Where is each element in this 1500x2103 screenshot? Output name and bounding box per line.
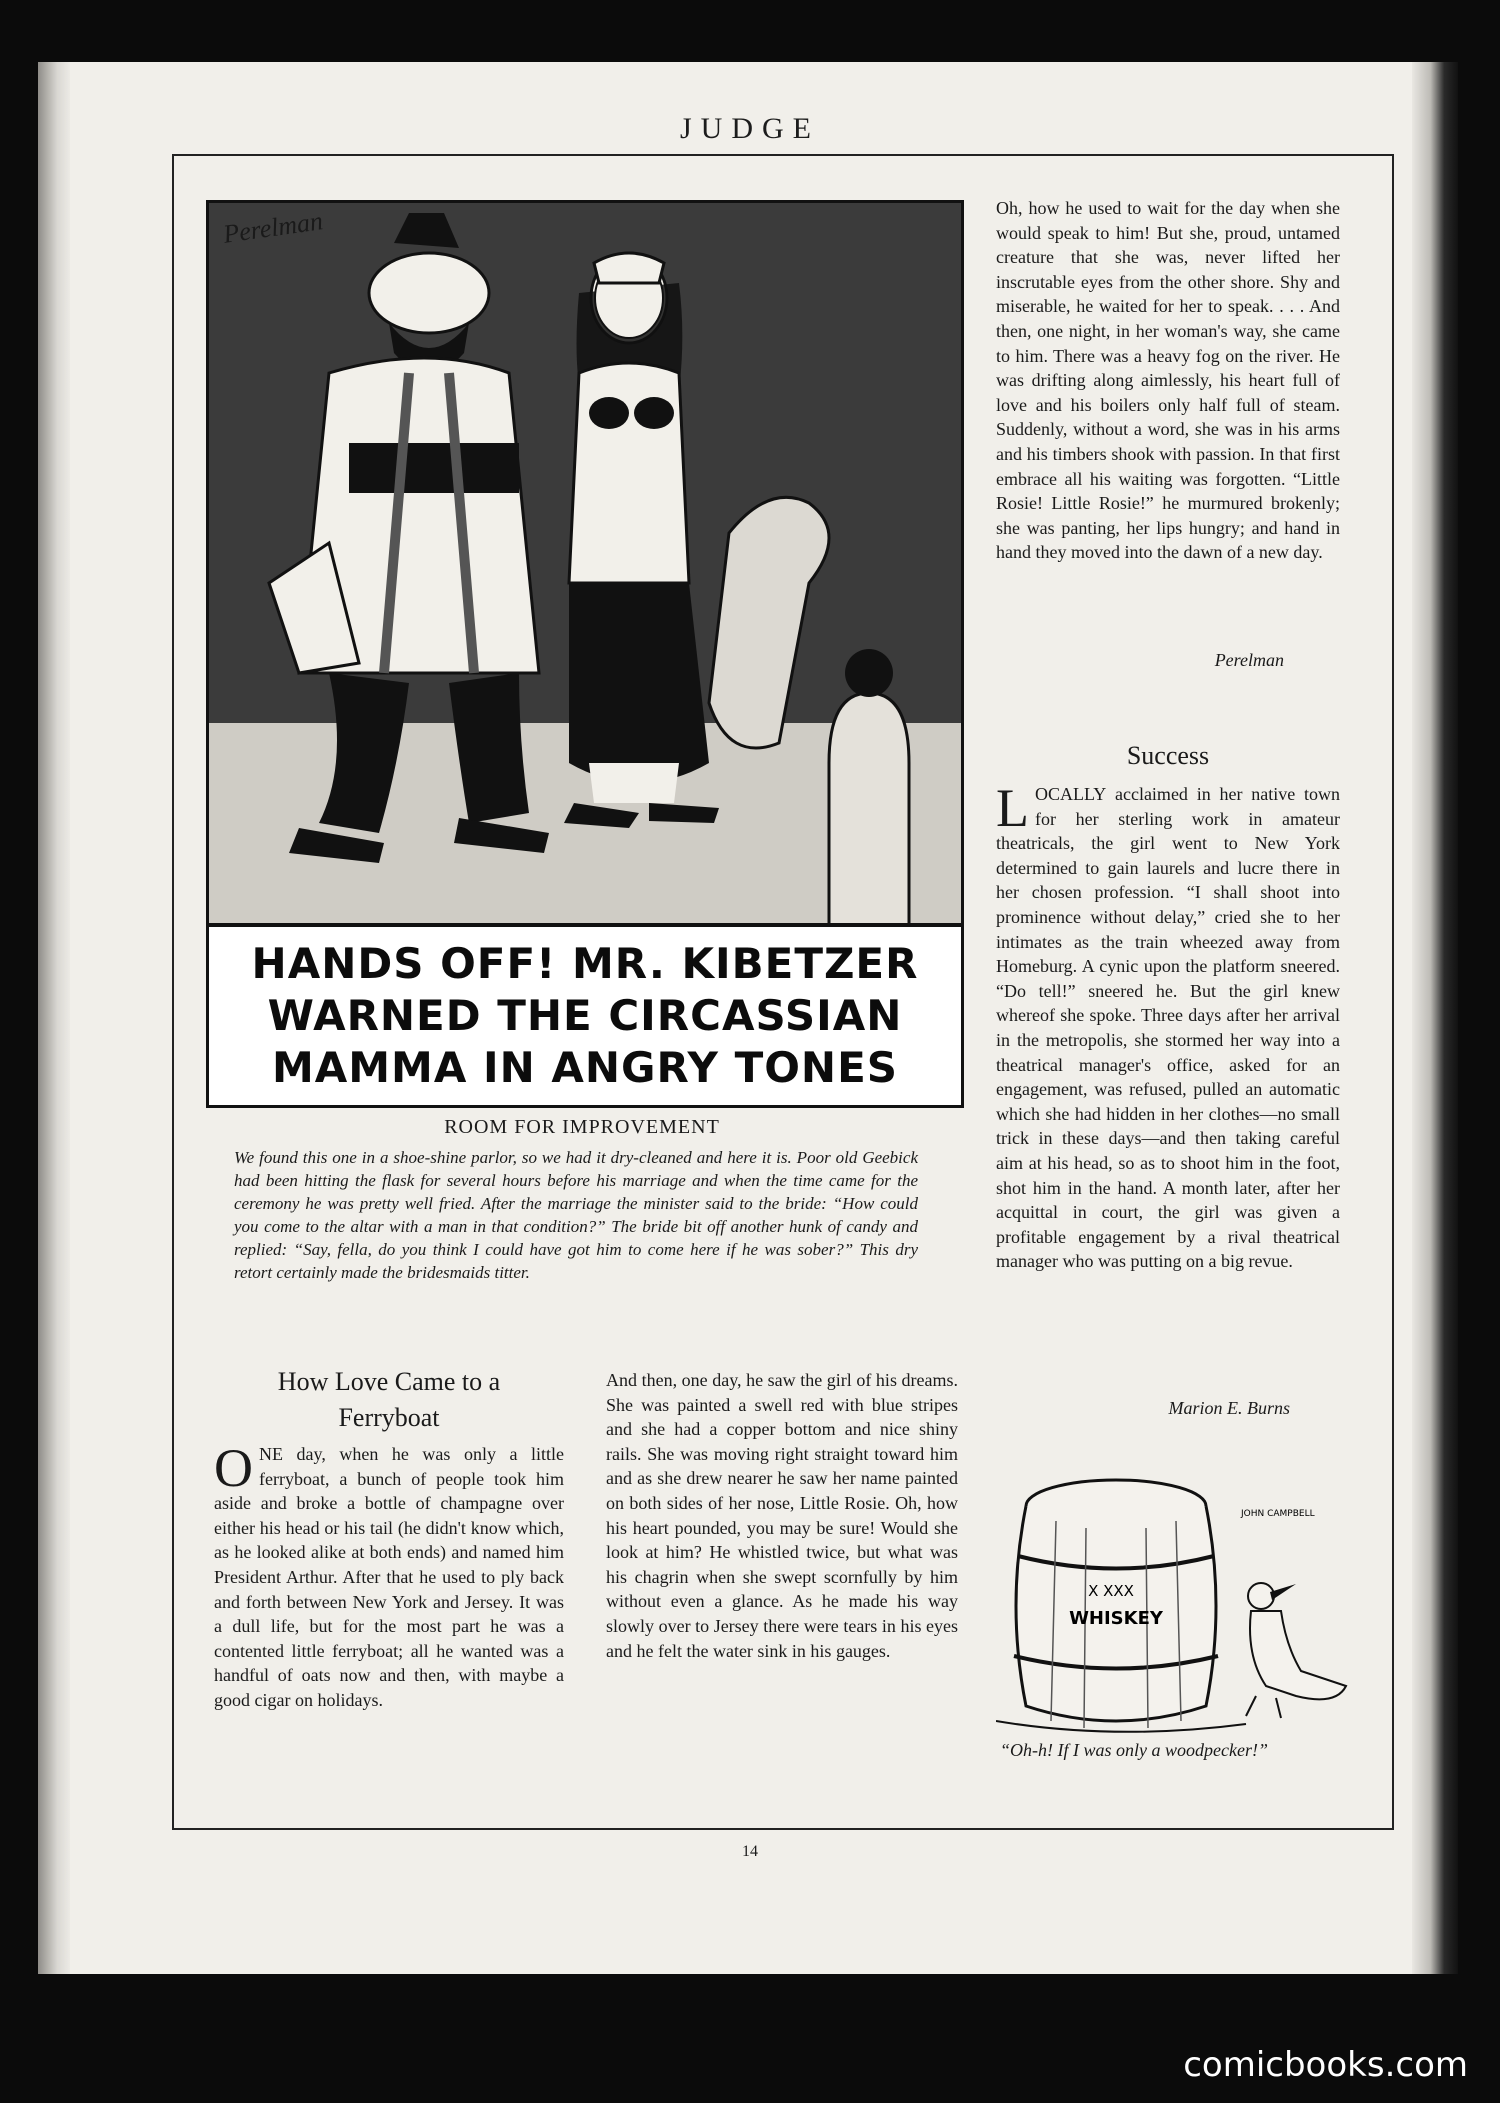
barrel-label: WHISKEY xyxy=(1069,1608,1163,1629)
cartoon-signature: Perelman xyxy=(221,206,325,249)
room-for-improvement-title: ROOM FOR IMPROVEMENT xyxy=(444,1116,720,1138)
barrel-signature: JOHN CAMPBELL xyxy=(1241,1509,1315,1519)
barrel-caption: “Oh-h! If I was only a woodpecker!” xyxy=(1000,1740,1268,1760)
ferryboat-column-1 xyxy=(214,1438,564,1713)
ferryboat-column-2: And then, one day, he saw the girl of his dreams. She was painted a swell red with blue stripes and she had a copper bottom and nice shiny rails. She was moving right straight toward him and as she drew nearer he saw her name painted on both sides of her nose, Little Rosie. Oh, how his heart pounded, you may be sure! Would she look at him? He whistled twice, but what was his chagrin when she swept scornfully by him without even a glance. As he made his way slowly over to Jersey there were tears in his eyes and he felt the water sink in his gauges. xyxy=(606,1370,958,1661)
paragraph-text: acclaimed in her native town for her sterling work in amateur theatricals, the girl went to New York determined to gain laurels and lucre there in her chosen profession. “I shall shoot into prominence without delay,” cried she to her intimates as the train wheezed away from Homeburg. A cynic upon the platform sneered. “Do tell!” sneered he. But the girl knew whereof she spoke. Three days after her arrival in the metropolis, she stormed her way into a theatrical manager's office, asked for an engagement, was refused, pulled an automatic which she had hidden in her clothes—no small trick in these days—and then taking careful aim at his head, so as to shoot him in the foot, shot him in the hand. A month later, after her acquittal in court, the girl was given a profitable engagement by a rival theatrical manager who was putting on a big revue. xyxy=(996,784,1340,1272)
success-text xyxy=(996,778,1340,1274)
barrel-cartoon xyxy=(996,1466,1356,1766)
barrel-label-top: X XXX xyxy=(1088,1582,1134,1600)
ferryboat-byline: Perelman xyxy=(1214,650,1284,670)
barrel-drawing xyxy=(996,1466,1356,1736)
lead-word: OCALLY xyxy=(1035,784,1107,804)
ferryboat-column-3: Oh, how he used to wait for the day when she would speak to him! But she, proud, untamed creature that she was, never lifted her inscrutable eyes from the other shore. Shy and miserable, he waited for her to speak. . . . And then, one night, in her woman's way, she came to him. There was a heavy fog on the river. He was drifting along aimlessly, his heart full of love and his boilers only half full of steam. Suddenly, without a word, she was in his arms and his timbers shook with passion. In that first embrace all his waiting was forgotten. “Little Rosie! Little Rosie!” he murmured brokenly; she was panting, her lips hungry; and hand in hand they moved into the dawn of a new day. xyxy=(996,198,1340,563)
dropcap: L xyxy=(996,778,1029,838)
ferryboat-title-line-2: Ferryboat xyxy=(338,1403,440,1432)
caption-line-3: MAMMA IN ANGRY TONES xyxy=(271,1043,899,1092)
success-title: Success xyxy=(1126,741,1210,770)
cartoon-illustration xyxy=(206,200,964,1108)
dropcap: O xyxy=(214,1438,253,1498)
paragraph-text: day, when he was only a little ferryboat, a bunch of people took him aside and broke a bottle of champagne over either his head or his tail (he didn't know which, as he looked alike at both ends) and named him President Arthur. After that he used to ply back and forth between New York and Jersey. It was a dull life, but for the most part he was a contented little ferryboat; all he wanted was a handful of oats now and then, with maybe a good cigar on holidays. xyxy=(214,1444,564,1710)
room-for-improvement-text: We found this one in a shoe-shine parlor, so we had it dry-cleaned and here it is. Poor old Geebick had been hitting the flask for several hours before his marriage and when the time came for the ceremony he was pretty well fried. After the marriage the minister said to the bride: “How could you come to the altar with a man in that condition?” The bride bit off another hunk of candy and replied: “Say, fella, do you think I could have got him to come here if he was sober?” This dry retort certainly made the bridesmaids titter. xyxy=(234,1148,918,1282)
caption-line-1: HANDS OFF! MR. KIBETZER xyxy=(251,939,919,988)
cartoon-caption xyxy=(209,923,961,1105)
watermark: comicbooks.com xyxy=(1183,2045,1468,2085)
page-number: 14 xyxy=(742,1843,758,1860)
caption-line-2: WARNED THE CIRCASSIAN xyxy=(267,991,903,1040)
binding-gutter xyxy=(38,62,70,1974)
ferryboat-title-line-1: How Love Came to a xyxy=(277,1367,501,1396)
magazine-title: JUDGE xyxy=(680,112,820,145)
cartoon-drawing xyxy=(209,203,961,927)
ferryboat-title xyxy=(214,1364,564,1436)
success-byline: Marion E. Burns xyxy=(1168,1398,1290,1418)
page-edge xyxy=(1412,62,1458,1974)
lead-word: NE xyxy=(259,1444,283,1464)
